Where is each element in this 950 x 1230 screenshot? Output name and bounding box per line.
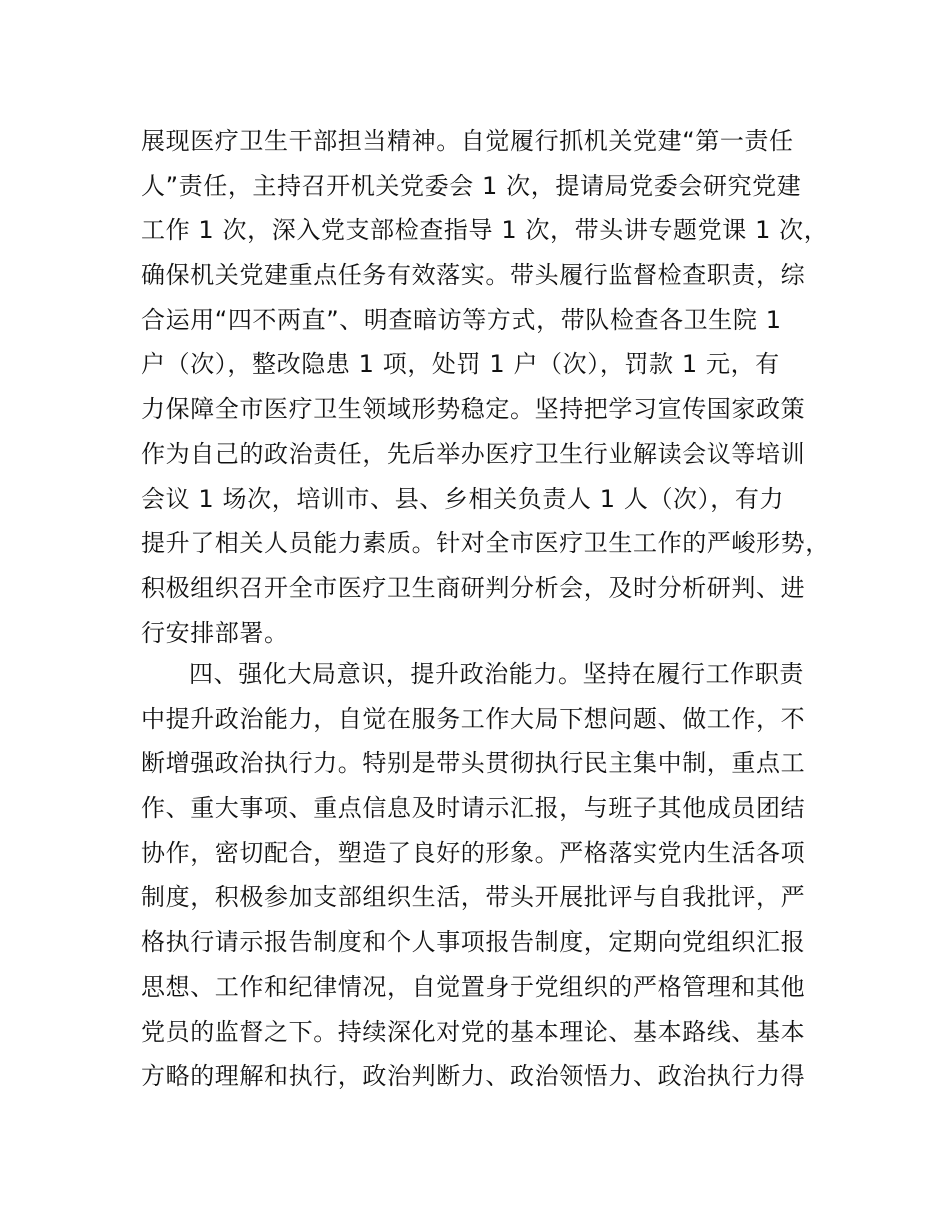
paragraph-line: 作为自己的政治责任，先后举办医疗卫生行业解读会议等培训 <box>141 439 806 468</box>
paragraph-line: 作、重大事项、重点信息及时请示汇报，与班子其他成员团结 <box>141 794 806 823</box>
paragraph-line: 确保机关党建重点任务有效落实。带头履行监督检查职责，综 <box>141 261 806 290</box>
paragraph-2 <box>141 652 841 1099</box>
paragraph-line: 合运用“四不两直”、明查暗访等方式，带队检查各卫生院 1 <box>141 305 782 334</box>
paragraph-line: 方略的理解和执行，政治判断力、政治领悟力、政治执行力得 <box>141 1062 806 1091</box>
paragraph-heading-line: 四、强化大局意识，提升政治能力。坚持在履行工作职责 <box>189 660 804 688</box>
paragraph-line: 格执行请示报告制度和个人事项报告制度，定期向党组织汇报 <box>141 928 806 957</box>
paragraph-line: 力保障全市医疗卫生领域形势稳定。坚持把学习宣传国家政策 <box>141 395 806 424</box>
paragraph-line: 制度，积极参加支部组织生活，带头开展批评与自我批评，严 <box>141 883 806 912</box>
paragraph-line: 工作 1 次，深入党支部检查指导 1 次，带头讲专题党课 1 次， <box>141 216 829 245</box>
paragraph-line: 党员的监督之下。持续深化对党的基本理论、基本路线、基本 <box>141 1017 806 1046</box>
paragraph-line: 积极组织召开全市医疗卫生商研判分析会，及时分析研判、进 <box>141 573 806 602</box>
paragraph-line: 断增强政治执行力。特别是带头贯彻执行民主集中制，重点工 <box>141 749 806 778</box>
paragraph-line: 展现医疗卫生干部担当精神。自觉履行抓机关党建“第一责任 <box>141 127 794 155</box>
paragraph-1 <box>141 119 841 655</box>
paragraph-line: 人”责任，主持召开机关党委会 1 次，提请局党委会研究党建 <box>141 171 802 200</box>
paragraph-line: 协作，密切配合，塑造了良好的形象。严格落实党内生活各项 <box>141 838 806 867</box>
paragraph-line: 行安排部署。 <box>141 618 289 647</box>
paragraph-line: 思想、工作和纪律情况，自觉置身于党组织的严格管理和其他 <box>141 972 806 1001</box>
paragraph-line: 户（次），整改隐患 1 项，处罚 1 户（次），罚款 1 元，有 <box>141 350 780 379</box>
paragraph-line: 中提升政治能力，自觉在服务工作大局下想问题、做工作，不 <box>141 704 806 733</box>
paragraph-line: 提升了相关人员能力素质。针对全市医疗卫生工作的严峻形势， <box>141 529 830 558</box>
paragraph-line: 会议 1 场次，培训市、县、乡相关负责人 1 人（次），有力 <box>141 484 785 513</box>
